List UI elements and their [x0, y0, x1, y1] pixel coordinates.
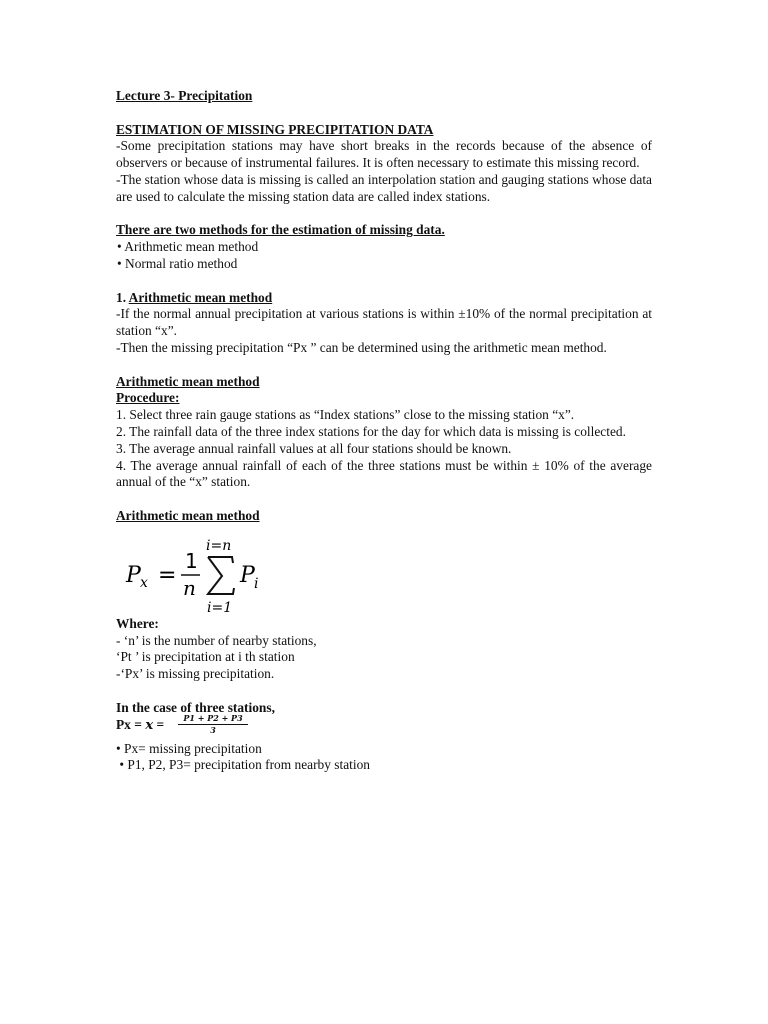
procedure-step: 1. Select three rain gauge stations as “Index stations” close to the missing station “x”.: [116, 407, 575, 423]
procedure-label: Procedure:: [116, 390, 180, 406]
three-stations-bullet: • P1, P2, P3= precipitation from nearby station: [116, 757, 370, 773]
where-item: ‘Pt ’ is precipitation at i th station: [116, 649, 295, 665]
px-fraction-numerator: P1 + P2 + P3: [178, 714, 248, 725]
spacer: [116, 357, 652, 374]
methods-heading: There are two methods for the estimation of missing data.: [116, 222, 445, 238]
method-list-item: • Arithmetic mean method: [117, 239, 259, 255]
three-stations-formula: [116, 712, 652, 741]
spacer: [116, 105, 652, 122]
procedure-step: 3. The average annual rainfall values at all four stations should be known.: [116, 440, 512, 456]
three-stations-heading: In the case of three stations,: [116, 699, 275, 715]
formula-coef-numerator: 1: [185, 548, 198, 573]
formula-equals: =: [158, 562, 177, 588]
where-item: - ‘n’ is the number of nearby stations,: [116, 632, 317, 648]
formula-lhs: P: [126, 562, 141, 588]
arithmetic-mean-formula: [116, 530, 652, 616]
method1-paragraph-1: -If the normal annual precipitation at various stations is within ±10% of the normal precipitation at station “x”.: [116, 306, 652, 339]
px-fraction-denominator: 3: [210, 724, 216, 735]
intro-paragraph-1: -Some precipitation stations may have short breaks in the records because of the absence of observers or because of instrumental failures. It is often necessary to estimate this missing record.: [116, 138, 652, 171]
formula-graphic: [126, 530, 306, 616]
method-list-item: • Normal ratio method: [117, 255, 238, 271]
document-page: [116, 88, 652, 774]
formula-lhs-subscript: x: [140, 574, 148, 591]
px-equals: [153, 717, 164, 732]
formula-coef-denominator: n: [183, 575, 196, 600]
spacer: [116, 273, 652, 290]
formula-section-heading: Arithmetic mean method: [116, 507, 260, 523]
spacer: [116, 491, 652, 508]
where-item: -‘Px’ is missing precipitation.: [116, 666, 275, 682]
procedure-section-heading: Arithmetic mean method: [116, 373, 260, 389]
method1-title: Arithmetic mean method: [128, 289, 273, 305]
spacer: [116, 683, 652, 700]
spacer: [116, 206, 652, 223]
formula-term-subscript: i: [254, 575, 259, 592]
px-equals-sign: =: [156, 716, 165, 732]
method1-paragraph-2: -Then the missing precipitation “Px ” can be determined using the arithmetic mean method.: [116, 339, 607, 355]
intro-paragraph-2: -The station whose data is missing is called an interpolation station and gauging stations whose data are used to calculate the missing station data are called index stations.: [116, 171, 652, 204]
method1-number: 1.: [116, 289, 129, 305]
formula-sum-lower: i=1: [207, 599, 233, 616]
procedure-step: 2. The rainfall data of the three index stations for the day for which data is missing is collected.: [116, 423, 626, 439]
px-variable: x: [145, 716, 154, 733]
section-heading: ESTIMATION OF MISSING PRECIPITATION DATA: [116, 121, 434, 137]
where-label: Where:: [116, 615, 159, 631]
procedure-step: 4. The average annual rainfall of each of the three stations must be within ± 10% of the average annual of the “x” station.: [116, 457, 652, 490]
formula-term: P: [240, 562, 255, 588]
lecture-title: Lecture 3- Precipitation: [116, 88, 253, 103]
px-fraction: [178, 714, 248, 735]
three-stations-bullet: • Px= missing precipitation: [116, 740, 262, 756]
method1-heading: [116, 290, 652, 307]
summation-sign-icon: [208, 557, 234, 594]
formula-sum-upper: i=n: [206, 537, 232, 554]
px-label: Px =: [116, 716, 146, 732]
